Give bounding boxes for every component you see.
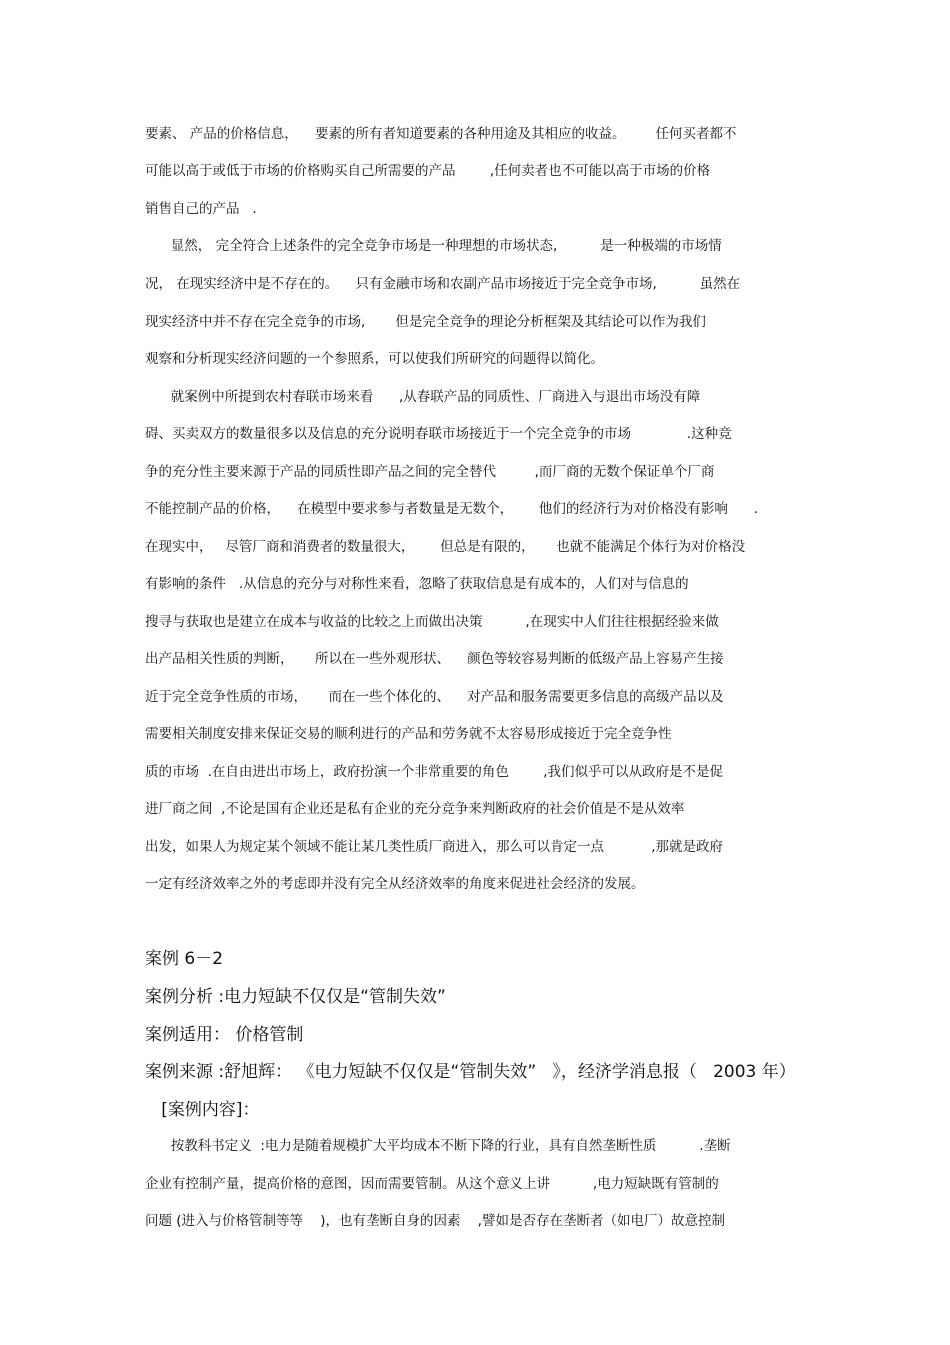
- body-line: 需要相关制度安排来保证交易的顺利进行的产品和劳务就不太容易形成接近于完全竞争性: [145, 726, 672, 742]
- case-source: 案例来源 :舒旭辉： 《电力短缺不仅仅是“管制失效” 》，经济学消息报（ 2003 年）: [145, 1062, 796, 1082]
- body-line: 出发，如果人为规定某个领域不能让某几类性质厂商进入，那么可以肯定一点 ,那就是政府: [145, 839, 723, 855]
- body-line: 况， 在现实经济中是不存在的。 只有金融市场和农副产品市场接近于完全竞争市场, 虽然在: [145, 276, 741, 292]
- body-line: 搜寻与获取也是建立在成本与收益的比较之上而做出决策 ,在现实中人们往往根据经验来做: [145, 614, 719, 630]
- body-line: 出产品相关性质的判断， 所以在一些外观形状、 颜色等较容易判断的低级产品上容易产生接: [145, 651, 724, 667]
- case-body-line: 问题 (进入与价格管制等等 )，也有垄断自身的因素 ,譬如是否存在垄断者（如电厂）故意控制: [145, 1213, 725, 1229]
- case-number: 案例 6－2: [145, 949, 224, 969]
- body-line: 可能以高于或低于市场的价格购买自己所需要的产品 ,任何卖者也不可能以高于市场的价格: [145, 163, 711, 179]
- body-line: 一定有经济效率之外的考虑即并没有完全从经济效率的角度来促进社会经济的发展。: [145, 876, 645, 892]
- body-line: 有影响的条件 .从信息的充分与对称性来看，忽略了获取信息是有成本的，人们对与信息的: [145, 576, 689, 592]
- body-line: 质的市场 .在自由进出市场上，政府扮演一个非常重要的角色 ,我们似乎可以从政府是不是促: [145, 764, 723, 780]
- body-line: 销售自己的产品 .: [145, 201, 257, 217]
- body-line: 显然， 完全符合上述条件的完全竞争市场是一种理想的市场状态, 是一种极端的市场情: [145, 238, 722, 254]
- body-line: 碍、买卖双方的数量很多以及信息的充分说明春联市场接近于一个完全竞争的市场 .这种竞: [145, 426, 732, 442]
- body-line: 不能控制产品的价格， 在模型中要求参与者数量是无数个， 他们的经济行为对价格没有影响 .: [145, 501, 758, 517]
- body-line: 观察和分析现实经济问题的一个参照系，可以使我们所研究的问题得以简化。: [145, 351, 604, 367]
- body-line: 就案例中所提到农村春联市场来看 ,从春联产品的同质性、厂商进入与退出市场没有障: [145, 389, 701, 405]
- body-line: 要素、 产品的价格信息， 要素的所有者知道要素的各种用途及其相应的收益。 任何买者都不: [145, 126, 737, 142]
- body-line: 争的充分性主要来源于产品的同质性即产品之间的完全替代 ,而厂商的无数个保证单个厂商: [145, 464, 715, 480]
- case-applicable-topic: 案例适用： 价格管制: [145, 1025, 304, 1045]
- body-line: 在现实中， 尽管厂商和消费者的数量很大， 但总是有限的， 也就不能满足个体行为对价格没: [145, 539, 746, 555]
- case-body-line: 按教科书定义 :电力是随着规模扩大平均成本不断下降的行业，具有自然垄断性质 .垄断: [145, 1138, 731, 1154]
- case-analysis-title: 案例分析 :电力短缺不仅仅是“管制失效”: [145, 987, 446, 1007]
- body-line: 进厂商之间 ,不论是国有企业还是私有企业的充分竞争来判断政府的社会价值是不是从效率: [145, 801, 685, 817]
- body-line: 近于完全竞争性质的市场， 而在一些个体化的、 对产品和服务需要更多信息的高级产品以及: [145, 689, 724, 705]
- case-body-line: 企业有控制产量，提高价格的意图，因而需要管制。从这个意义上讲 ,电力短缺既有管制的: [145, 1176, 719, 1192]
- body-line: 现实经济中并不存在完全竞争的市场, 但是完全竞争的理论分析框架及其结论可以作为我们: [145, 314, 706, 330]
- case-content-heading: [案例内容]：: [145, 1100, 260, 1120]
